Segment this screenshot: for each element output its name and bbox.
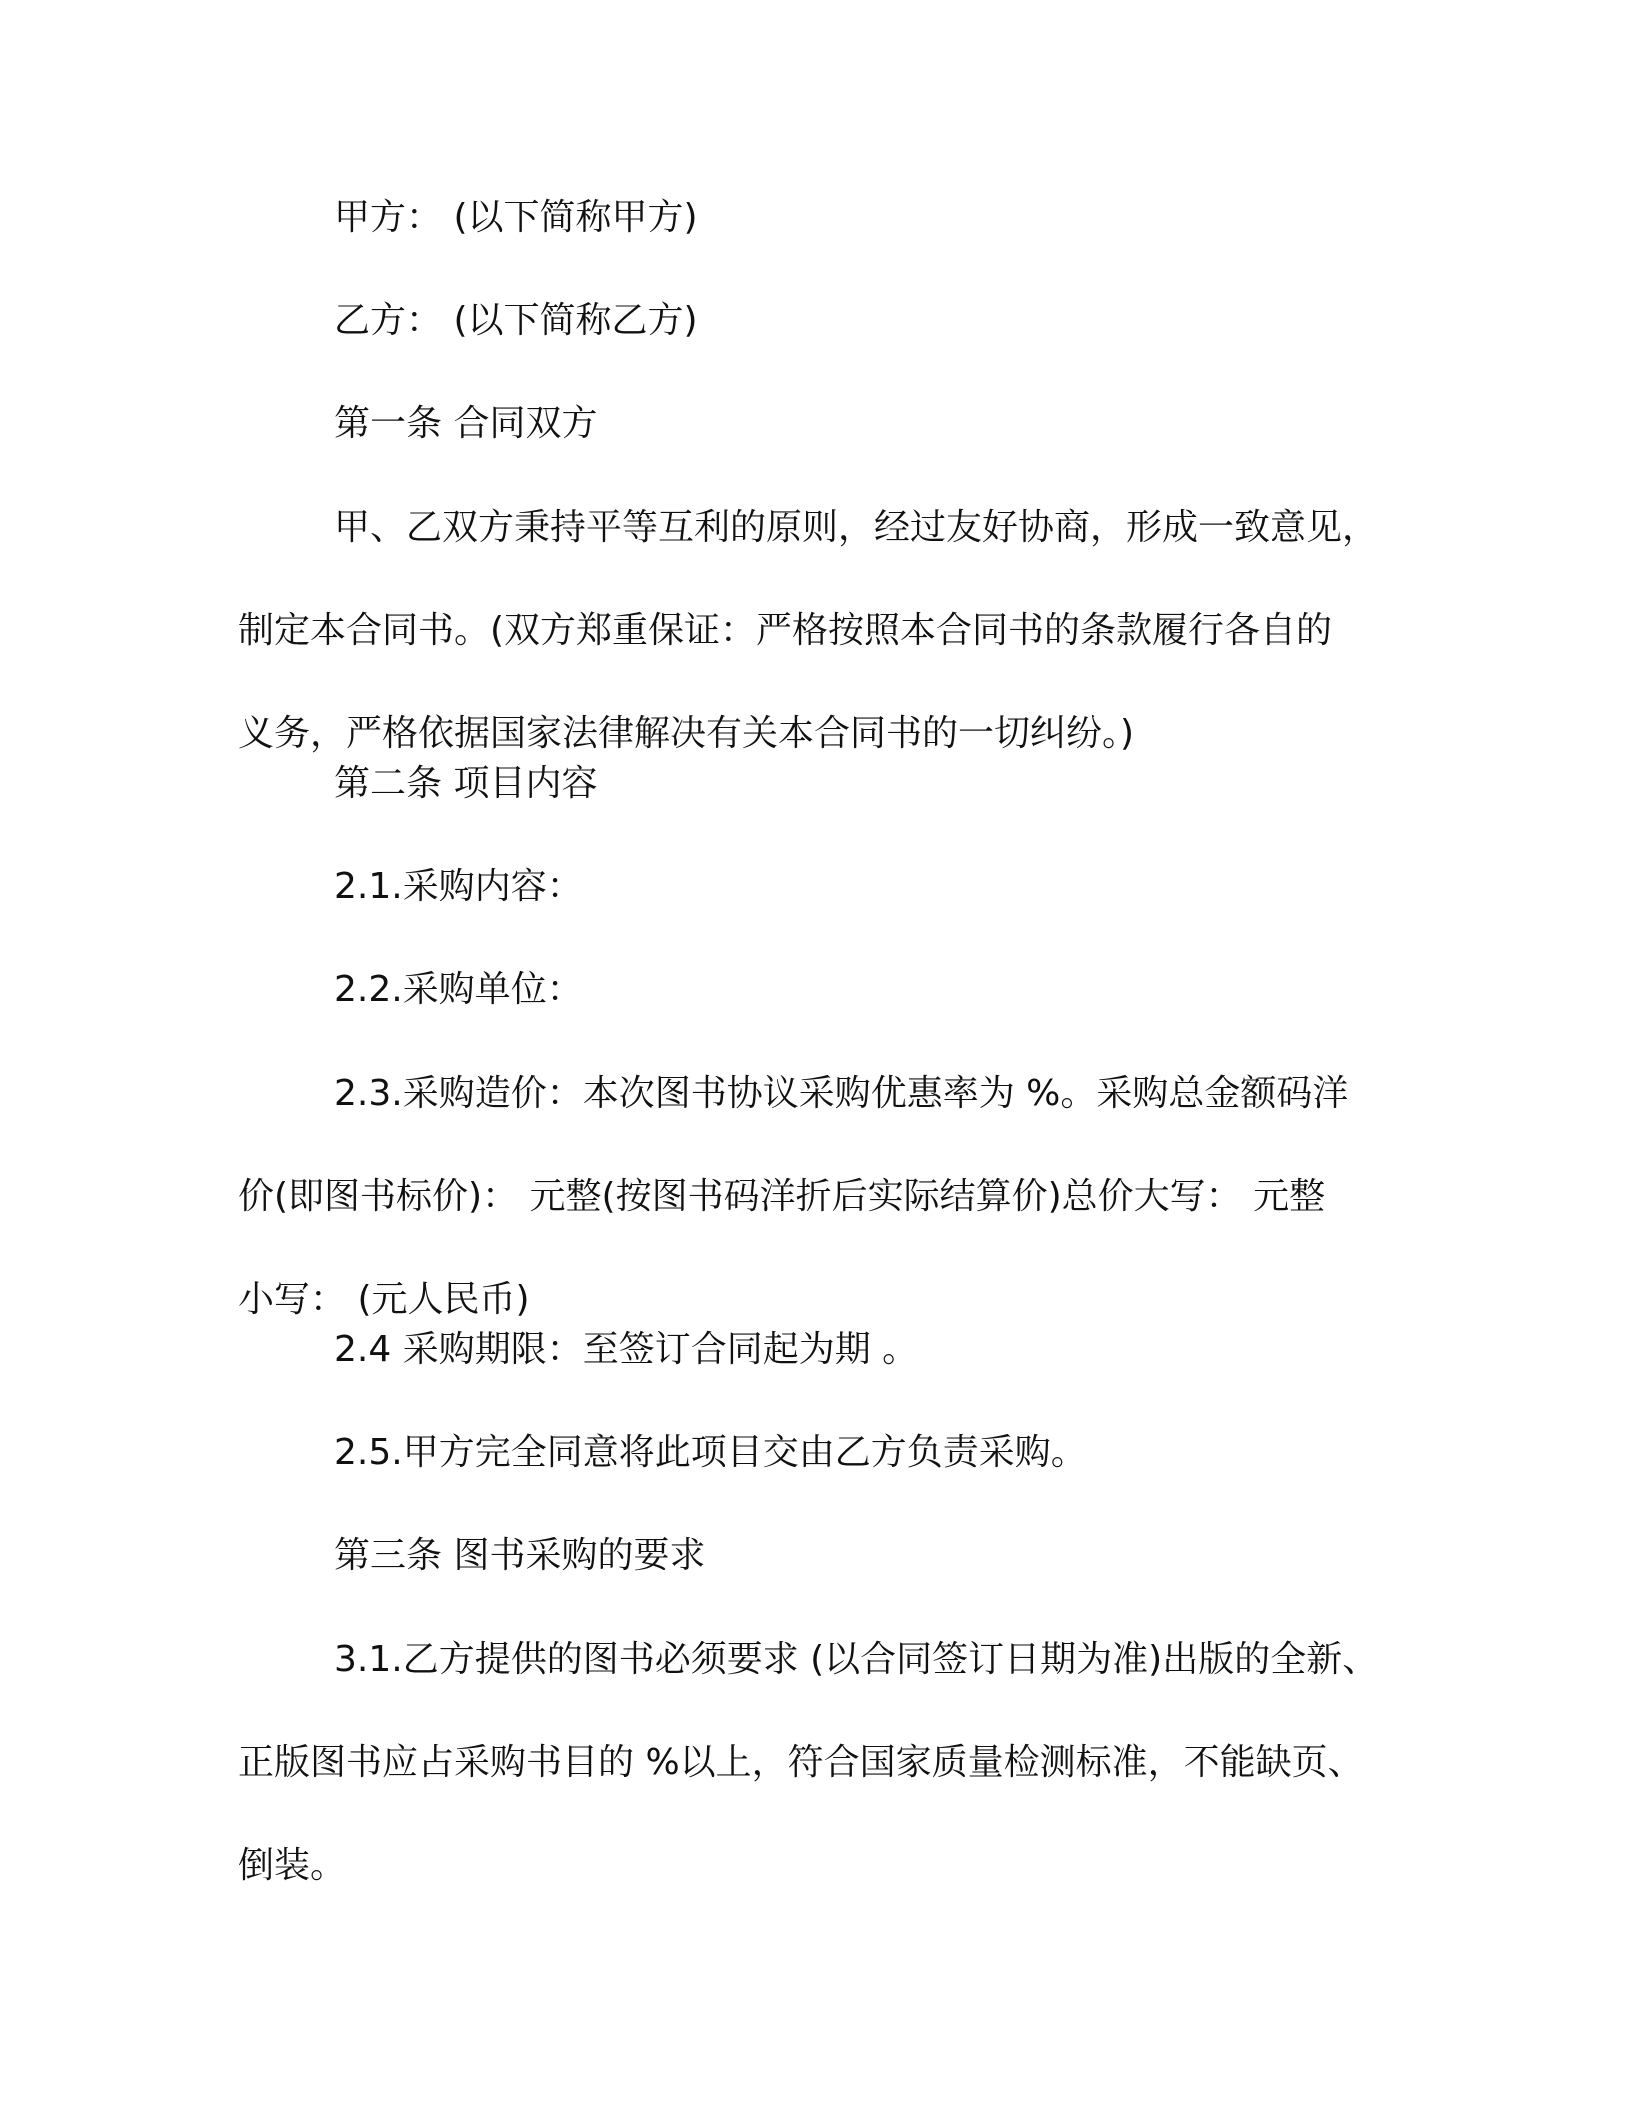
article-1-line-2: 制定本合同书。(双方郑重保证：严格按照本合同书的条款履行各自的 [238,610,1333,651]
item-2-3-body [238,1042,1388,1351]
item-3-1-body [238,1608,1388,1917]
article-1-line-1: 甲、乙双方秉持平等互利的原则，经过友好协商，形成一致意见， [334,507,1379,548]
item-3-1-line-3: 倒装。 [238,1845,347,1886]
party-b-line: 乙方： (以下简称乙方) [334,300,698,341]
item-2-2: 2.2.采购单位： [334,969,583,1010]
item-2-5: 2.5.甲方完全同意将此项目交由乙方负责采购。 [334,1432,1087,1473]
item-3-1-line-2: 正版图书应占采购书目的 %以上，符合国家质量检测标准，不能缺页、 [238,1742,1364,1783]
article-2-title: 第二条 项目内容 [334,763,598,804]
item-3-1-line-1: 3.1.乙方提供的图书必须要求 (以合同签订日期为准)出版的全新、 [334,1639,1379,1680]
item-2-3-line-2: 价(即图书标价)： 元整(按图书码洋折后实际结算价)总价大写： 元整 [238,1176,1326,1217]
item-2-3-line-3: 小写： (元人民币) [238,1279,530,1320]
item-2-3-line-1: 2.3.采购造价：本次图书协议采购优惠率为 %。采购总金额码洋 [334,1073,1349,1114]
item-2-4: 2.4 采购期限：至签订合同起为期 。 [334,1329,919,1370]
item-2-1: 2.1.采购内容： [334,866,583,907]
party-a-line: 甲方： (以下简称甲方) [334,197,698,238]
article-1-title: 第一条 合同双方 [334,403,598,444]
article-1-line-3: 义务，严格依据国家法律解决有关本合同书的一切纠纷。) [238,713,1135,754]
article-3-title: 第三条 图书采购的要求 [334,1535,706,1576]
article-1-body [238,476,1388,785]
